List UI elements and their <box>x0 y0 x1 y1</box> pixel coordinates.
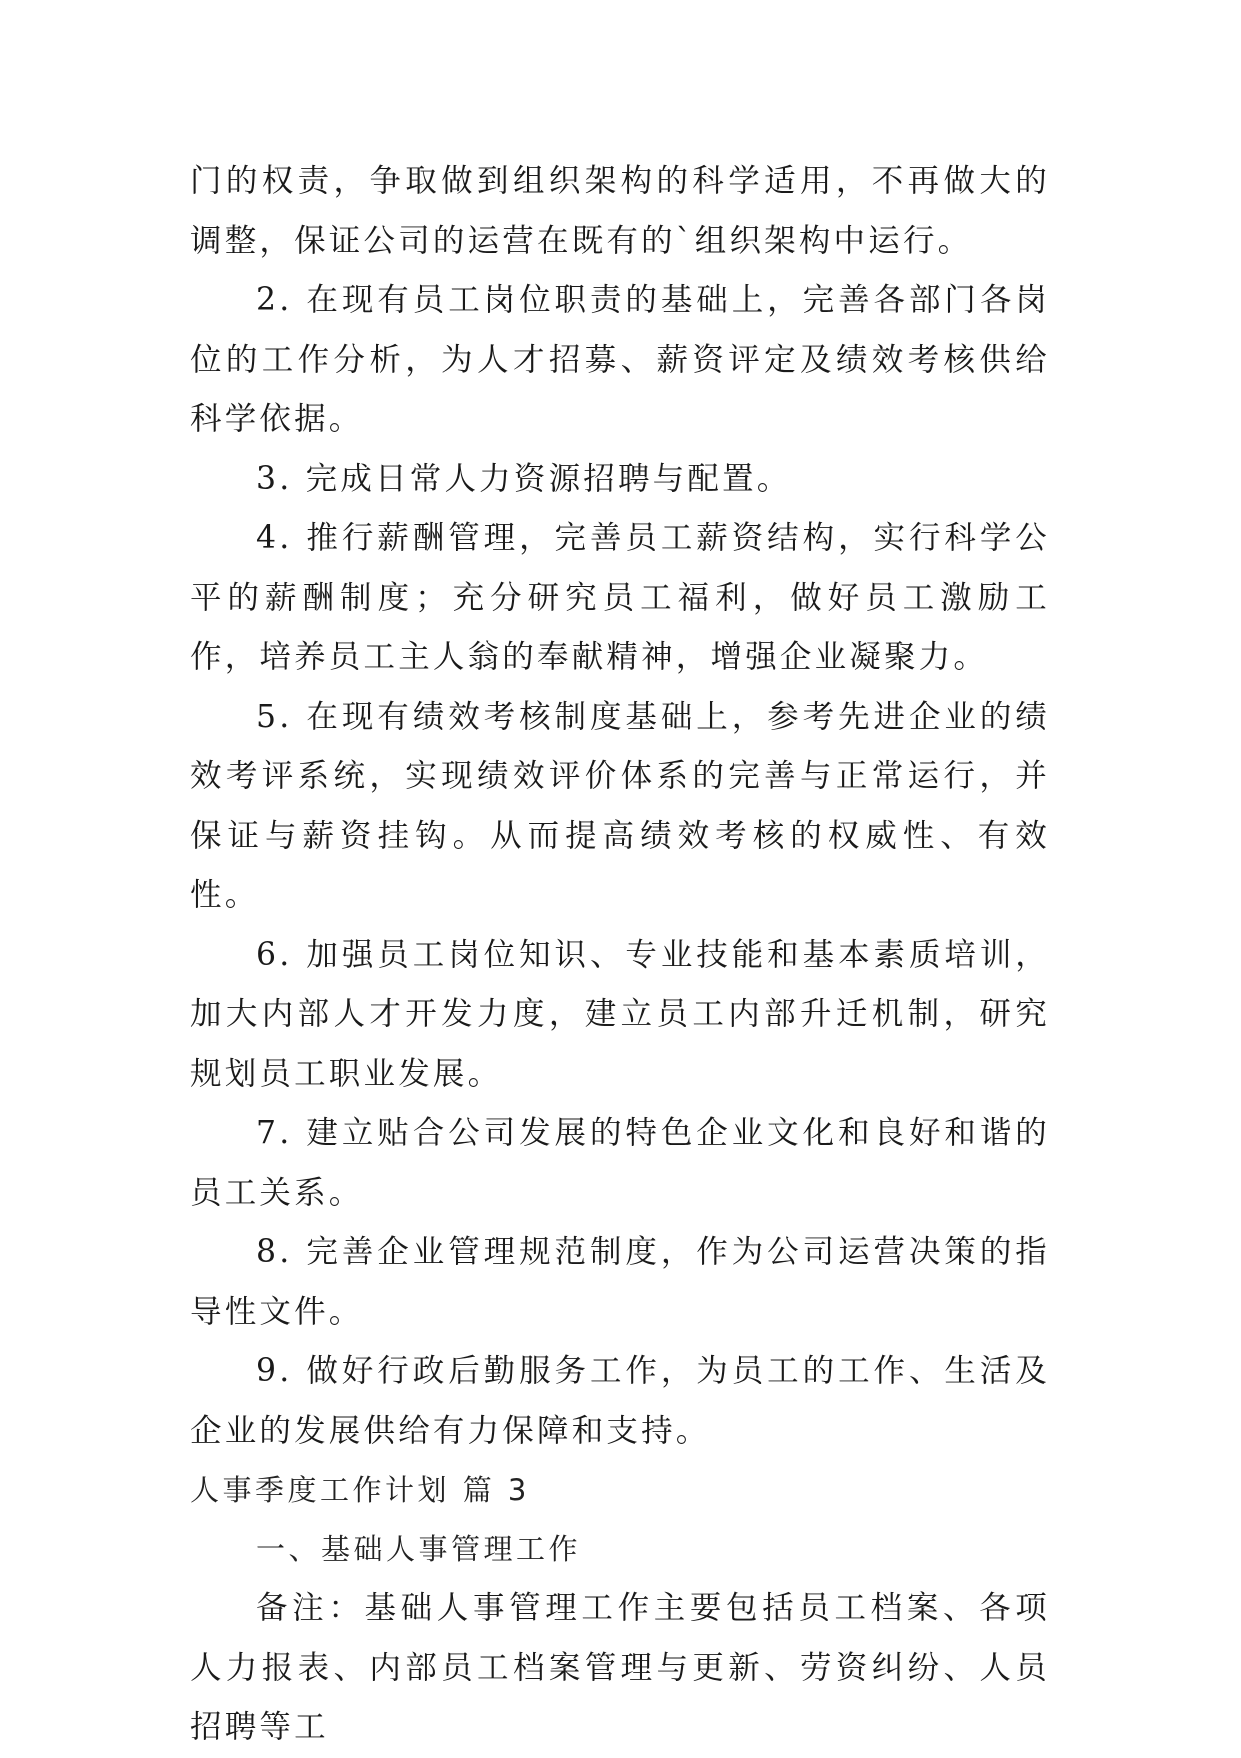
paragraph-item-3: 3. 完成日常人力资源招聘与配置。 <box>256 460 792 497</box>
paragraph-item-6: 6. 加强员工岗位知识、专业技能和基本素质培训，加大内部人才开发力度，建立员工内部升迁机制，研究规划员工职业发展。 <box>190 936 1050 1092</box>
section-title: 人事季度工作计划 篇 3 <box>190 1473 530 1507</box>
paragraph-item-5: 5. 在现有绩效考核制度基础上，参考先进企业的绩效考评系统，实现绩效评价体系的完善与正常运行，并保证与薪资挂钩。从而提高绩效考核的权威性、有效性。 <box>190 698 1050 913</box>
paragraph-item-8: 8. 完善企业管理规范制度，作为公司运营决策的指导性文件。 <box>190 1234 1050 1330</box>
paragraph-item-7: 7. 建立贴合公司发展的特色企业文化和良好和谐的员工关系。 <box>190 1115 1050 1211</box>
note-paragraph: 备注：基础人事管理工作主要包括员工档案、各项人力报表、内部员工档案管理与更新、劳资纠纷、人员招聘等工 <box>190 1590 1050 1745</box>
paragraph-continuation: 门的权责，争取做到组织架构的科学适用，不再做大的调整，保证公司的运营在既有的`组织架构中运行。 <box>190 163 1050 259</box>
section-subtitle: 一、基础人事管理工作 <box>256 1532 582 1566</box>
paragraph-item-4: 4. 推行薪酬管理，完善员工薪资结构，实行科学公平的薪酬制度；充分研究员工福利，做好员工激励工作，培养员工主人翁的奉献精神，增强企业凝聚力。 <box>190 520 1050 675</box>
paragraph-item-9: 9. 做好行政后勤服务工作，为员工的工作、生活及企业的发展供给有力保障和支持。 <box>190 1353 1050 1449</box>
paragraph-item-2: 2. 在现有员工岗位职责的基础上，完善各部门各岗位的工作分析，为人才招募、薪资评定及绩效考核供给科学依据。 <box>190 282 1050 437</box>
document-page <box>190 152 1050 1758</box>
